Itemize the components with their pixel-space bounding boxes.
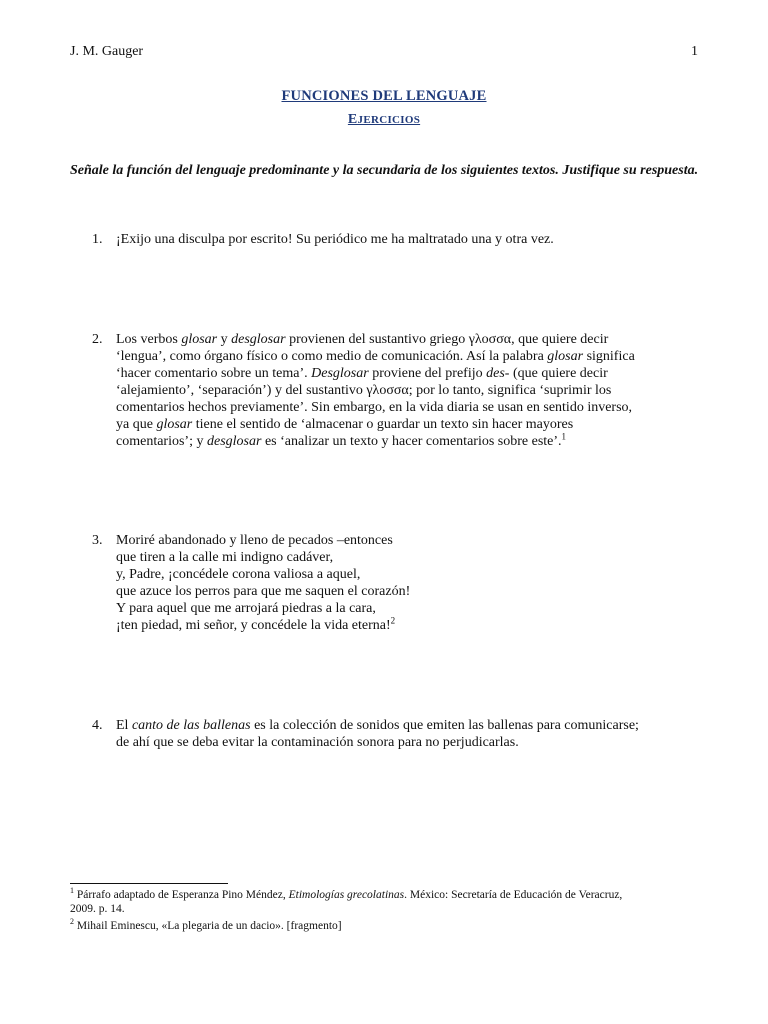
footnote-1: $^1$ Párrafo adaptado de Esperanza Pino Méndez, Etimologías grecolatinas. México: Secretaría de Educación de Veracruz, 2009. p. 14. [70, 886, 623, 915]
item-number: 4. [92, 718, 103, 733]
footnote-ref-1: 1 [561, 431, 567, 442]
document-title: FUNCIONES DEL LENGUAJE [281, 88, 487, 104]
poem-text: Moriré abandonado y lleno de pecados –entonces que tiren a la calle mi indigno cadáver, y, Padre, ¡concédele corona valiosa a aquel, que azuce los perros para que me saquen el corazón! Y para aquel que me arrojará piedras a la cara, ¡ten piedad, mi señor, y concédele la vida eterna!$^2$ [116, 533, 411, 633]
exercise-item-3 [92, 532, 702, 634]
footnote-2: $^2$ Mihail Eminescu, «La plegaria de un dacio». [fragmento] [70, 917, 342, 932]
footnote-separator [70, 883, 228, 884]
exercise-item-4 [92, 717, 702, 751]
header-page-number: 1 [691, 44, 698, 59]
footnote-ref-2: 2 [390, 615, 396, 626]
item-number: 2. [92, 332, 103, 347]
header-author: J. M. Gauger [70, 44, 144, 59]
item-text: El canto de las ballenas es la colección de sonidos que emiten las ballenas para comunicarse; de ahí que se deba evitar la contaminación sonora para no perjudicarlas. [116, 718, 639, 750]
exercise-item-1 [92, 231, 702, 248]
item-text: ¡Exijo una disculpa por escrito! Su periódico me ha maltratado una y otra vez. [116, 232, 554, 247]
item-text: Los verbos glosar y desglosar provienen del sustantivo griego γλοσσα, que quiere decir ‘lengua’, como órgano físico o como medio de comunicación. Así la palabra glosar significa ‘hacer comentario sobre un tema’. Desglosar proviene del prefijo des- (que quiere decir ‘alejamiento’, ‘separación’) y del sustantivo γλοσσα; por lo tanto, significa ‘suprimir los comentarios hechos previamente’. Sin embargo, en la vida diaria se usan en sentido inverso, ya que glosar tiene el sentido de ‘almacenar o guardar un texto sin hacer mayores comentarios’; y desglosar es ‘analizar un texto y hacer comentarios sobre este’.$^1$ [116, 332, 635, 449]
subtitle-rest: JERCICIOS [357, 114, 421, 126]
item-number: 1. [92, 232, 103, 247]
document-subtitle [0, 112, 768, 128]
exercise-item-2 [92, 331, 702, 450]
subtitle-initial: E [347, 112, 358, 127]
item-number: 3. [92, 533, 103, 548]
instructions: Señale la función del lenguaje predominante y la secundaria de los siguientes textos. Justifique su respuesta. [70, 163, 699, 178]
